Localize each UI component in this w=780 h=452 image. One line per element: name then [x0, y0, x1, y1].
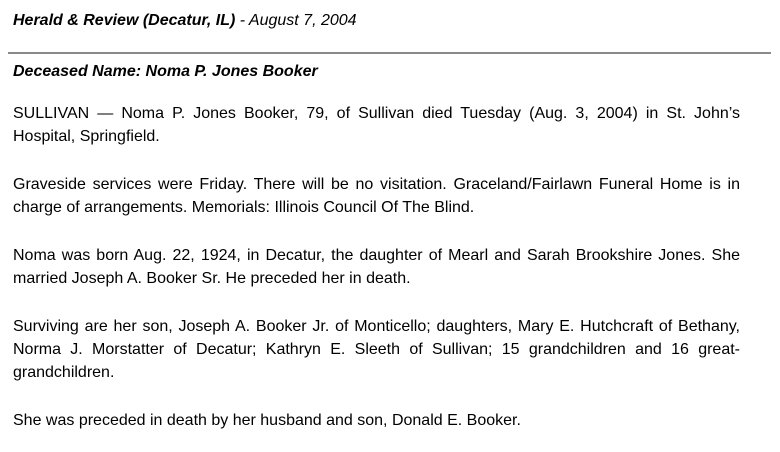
source-header	[13, 12, 357, 30]
obituary-paragraph: SULLIVAN — Noma P. Jones Booker, 79, of Sullivan died Tuesday (Aug. 3, 2004) in St. John’s Hospital, Springfield.	[13, 105, 740, 145]
header-divider	[8, 52, 771, 54]
obituary-paragraph: Graveside services were Friday. There will be no visitation. Graceland/Fairlawn Funeral Home is in charge of arrangements. Memorials: Illinois Council Of The Blind.	[13, 176, 740, 216]
obituary-paragraph: Noma was born Aug. 22, 1924, in Decatur, the daughter of Mearl and Sarah Brookshire Jones. She married Joseph A. Booker Sr. He preceded her in death.	[13, 247, 740, 287]
obituary-body	[13, 102, 740, 452]
publication-date: - August 7, 2004	[235, 12, 357, 29]
deceased-name: Deceased Name: Noma P. Jones Booker	[13, 63, 318, 80]
obituary-paragraph: She was preceded in death by her husband and son, Donald E. Booker.	[13, 412, 521, 429]
obituary-paragraph: Surviving are her son, Joseph A. Booker Jr. of Monticello; daughters, Mary E. Hutchcraft of Bethany, Norma J. Morstatter of Decatur; Kathryn E. Sleeth of Sullivan; 15 grandchildren and 16 great-grandchildren.	[13, 318, 740, 381]
newspaper-name: Herald & Review (Decatur, IL)	[13, 12, 236, 29]
